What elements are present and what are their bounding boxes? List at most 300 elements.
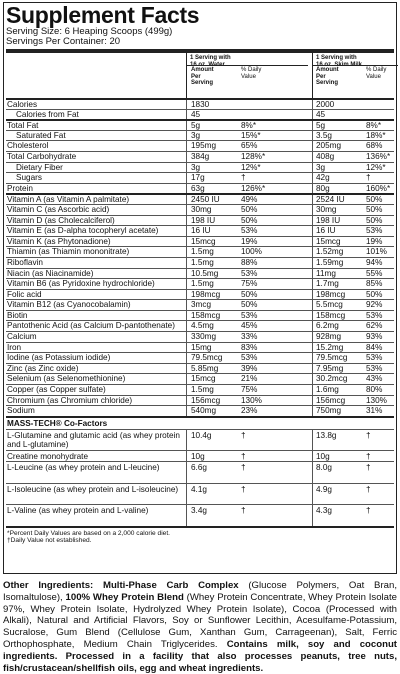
milk-amount: 11mg — [316, 268, 336, 278]
column-divider — [312, 451, 313, 461]
cofactor-row — [6, 504, 394, 526]
milk-daily-value: 50% — [366, 289, 383, 299]
milk-amount: 30.2mcg — [316, 374, 348, 384]
nutrient-name: Folic acid — [7, 289, 42, 299]
ingredients-lead: Other Ingredients: — [3, 580, 94, 591]
column-divider — [312, 216, 313, 226]
cofactor-name: Creatine monohydrate — [7, 452, 89, 462]
nutrient-row — [6, 352, 394, 363]
nutrient-name: Vitamin B12 (as Cyanocobalamin) — [7, 300, 131, 310]
milk-amount: 408g — [316, 151, 335, 161]
water-daily-value: 8%* — [241, 121, 257, 131]
milk-daily-value: 50% — [366, 215, 383, 225]
column-divider — [186, 364, 187, 374]
milk-daily-value: 31% — [366, 406, 383, 416]
nutrient-name: Iodine (as Potassium iodide) — [7, 353, 111, 363]
water-amount: 10g — [191, 452, 205, 462]
column-divider — [312, 374, 313, 384]
nutrient-row — [6, 236, 394, 247]
water-amount: 4.5mg — [191, 321, 214, 331]
column-divider — [186, 152, 187, 162]
water-daily-value: 53% — [241, 268, 258, 278]
nutrient-row — [6, 373, 394, 384]
allergen-statement: Contains milk, soy and coconut ingredients. Processed in a facility that also processes peanuts, tree nuts, fish/crustacean/shellfish oils, egg and wheat ingredients. — [3, 638, 398, 674]
milk-daily-value: 84% — [366, 342, 383, 352]
nutrient-row — [6, 172, 394, 183]
milk-amount: 1.52mg — [316, 247, 344, 257]
water-daily-value: 126%* — [241, 183, 266, 193]
water-daily-value: 53% — [241, 353, 258, 363]
column-divider — [312, 484, 313, 505]
column-divider — [186, 131, 187, 141]
milk-amount: 156mcg — [316, 395, 346, 405]
milk-daily-value: 50% — [366, 204, 383, 214]
milk-daily-value: † — [366, 430, 371, 440]
column-divider — [312, 121, 313, 130]
column-divider — [312, 300, 313, 310]
column-divider — [186, 311, 187, 321]
milk-daily-value: 68% — [366, 141, 383, 151]
nutrient-row — [6, 320, 394, 331]
column-divider — [186, 216, 187, 226]
milk-amount: 3.5g — [316, 130, 332, 140]
water-amount: 10.5mg — [191, 268, 219, 278]
water-daily-value: 33% — [241, 332, 258, 342]
milk-amount: 3g — [316, 162, 326, 172]
water-daily-value: † — [241, 173, 246, 183]
water-amount: 45 — [191, 109, 201, 119]
water-daily-value: 19% — [241, 236, 258, 246]
milk-daily-value: 53% — [366, 310, 383, 320]
column-divider — [312, 195, 313, 204]
cofactor-name: L-Valine (as whey protein and L-valine) — [7, 506, 149, 516]
milk-amount: 205mg — [316, 141, 342, 151]
column-divider — [186, 505, 187, 526]
nutrient-row — [6, 119, 394, 130]
column-divider — [186, 451, 187, 461]
water-daily-value: 75% — [241, 385, 258, 395]
nutrient-row — [6, 278, 394, 289]
blend-whey-text: (Whey Protein Concentrate, Whey Protein Isolate 97%, Whey Protein Isolate, Hydrolyzed Whey Protein Isolate), Cocoa (Processed with Alkali), Natural and Artificial Flavors, Soy or Sunflower Lecithin, Acesulfame-Potassium, Sucralose, Gum Blend (Cellulose Gum, Xanthan Gum, Carrageenan), Salt, Ferric Orthophosphate, Medium Chain Triglycerides. — [3, 591, 398, 650]
column-divider — [186, 237, 187, 247]
nutrient-name: Chromium (as Chromium chloride) — [7, 395, 133, 405]
column-divider — [312, 141, 313, 151]
supplement-facts-panel — [3, 2, 397, 574]
water-amount: 79.5mcg — [191, 353, 223, 363]
water-daily-value: 39% — [241, 363, 258, 373]
water-amount: 3g — [191, 162, 201, 172]
milk-amount: 750mg — [316, 406, 342, 416]
milk-daily-value: 53% — [366, 353, 383, 363]
column-divider — [312, 321, 313, 331]
column-divider — [312, 152, 313, 162]
servings-per-container: Servings Per Container: 20 — [6, 36, 121, 47]
column-divider — [312, 290, 313, 300]
water-daily-value: 65% — [241, 141, 258, 151]
milk-daily-value: 160%* — [366, 183, 391, 193]
water-daily-value: 53% — [241, 226, 258, 236]
column-divider — [186, 258, 187, 268]
milk-daily-value: 18%* — [366, 130, 386, 140]
column-divider — [186, 290, 187, 300]
amount-per-serving-label: Amount Per Serving — [316, 67, 339, 86]
nutrient-name: Pantothenic Acid (as Calcium D-pantothenate) — [7, 321, 175, 331]
milk-daily-value: † — [366, 173, 371, 183]
milk-amount: 2000 — [316, 100, 335, 109]
column-divider — [312, 396, 313, 406]
water-daily-value: 50% — [241, 215, 258, 225]
milk-daily-value: 43% — [366, 374, 383, 384]
water-daily-value: 45% — [241, 321, 258, 331]
nutrient-row — [6, 342, 394, 353]
water-daily-value: 50% — [241, 204, 258, 214]
nutrient-name: Saturated Fat — [16, 130, 66, 140]
milk-amount: 6.2mg — [316, 321, 339, 331]
nutrient-row — [6, 363, 394, 374]
milk-daily-value: † — [366, 463, 371, 473]
milk-daily-value: 136%* — [366, 151, 391, 161]
nutrient-name: Riboflavin — [7, 257, 43, 267]
column-divider — [312, 100, 313, 109]
nutrient-name: Zinc (as Zinc oxide) — [7, 363, 79, 373]
water-daily-value: † — [241, 452, 246, 462]
column-divider — [186, 462, 187, 483]
water-amount: 15mg — [191, 342, 212, 352]
column-divider — [312, 462, 313, 483]
water-amount: 2450 IU — [191, 195, 220, 205]
water-amount: 1830 — [191, 100, 210, 109]
footnote-daily-value: *Percent Daily Values are based on a 2,000 calorie diet. — [7, 529, 170, 537]
water-amount: 4.1g — [191, 484, 207, 494]
nutrient-name: Calcium — [7, 332, 37, 342]
nutrient-name: Vitamin E (as D-alpha tocopheryl acetate) — [7, 226, 159, 236]
footnotes — [6, 526, 394, 546]
nutrient-name: Biotin — [7, 310, 28, 320]
nutrient-row — [6, 384, 394, 395]
water-daily-value: 15%* — [241, 130, 261, 140]
water-column-heading: 1 Serving with — [190, 55, 231, 61]
blend-whey-name: 100% Whey Protein Blend — [65, 591, 184, 603]
milk-amount: 4.3g — [316, 506, 332, 516]
column-divider — [186, 396, 187, 406]
water-daily-value: 83% — [241, 342, 258, 352]
water-amount: 15mcg — [191, 374, 216, 384]
water-amount: 3mcg — [191, 300, 212, 310]
water-amount: 158mcg — [191, 310, 221, 320]
milk-amount: 10g — [316, 452, 330, 462]
milk-amount: 7.95mg — [316, 363, 344, 373]
milk-amount: 16 IU — [316, 226, 336, 236]
cofactor-rows — [6, 429, 394, 526]
water-daily-value: 50% — [241, 300, 258, 310]
nutrient-name: Vitamin A (as Vitamin A palmitate) — [7, 195, 130, 205]
water-daily-value: 21% — [241, 374, 258, 384]
milk-daily-value: 50% — [366, 195, 383, 205]
column-divider — [312, 430, 313, 451]
header-rule — [186, 65, 308, 66]
column-divider — [312, 505, 313, 526]
column-divider — [186, 53, 187, 98]
nutrient-name: Sugars — [16, 173, 42, 183]
water-daily-value: 100% — [241, 247, 262, 257]
nutrient-name: Selenium (as Selenomethionine) — [7, 374, 126, 384]
column-divider — [312, 332, 313, 342]
column-divider — [186, 141, 187, 151]
water-daily-value: 128%* — [241, 151, 266, 161]
nutrient-row — [6, 193, 394, 204]
column-divider — [186, 195, 187, 204]
nutrient-row — [6, 98, 394, 109]
column-divider — [186, 100, 187, 109]
water-amount: 1.5mg — [191, 257, 214, 267]
milk-daily-value: 94% — [366, 257, 383, 267]
nutrient-row — [6, 183, 394, 194]
cofactor-row — [6, 483, 394, 505]
cofactor-name: L-Leucine (as whey protein and L-leucine) — [7, 463, 160, 473]
blend-carb-text: (Glucose Polymers, Oat Bran, Isomaltulose), — [3, 580, 397, 603]
column-divider — [312, 279, 313, 289]
water-amount: 10.4g — [191, 430, 212, 440]
milk-daily-value: † — [366, 452, 371, 462]
water-daily-value: † — [241, 463, 246, 473]
milk-daily-value: 101% — [366, 247, 387, 257]
nutrient-row — [6, 215, 394, 226]
milk-amount: 1.7mg — [316, 279, 339, 289]
milk-amount: 928mg — [316, 332, 342, 342]
water-amount: 198mcg — [191, 289, 221, 299]
nutrient-name: Thiamin (as Thiamin mononitrate) — [7, 247, 130, 257]
water-amount: 384g — [191, 151, 210, 161]
column-divider — [312, 258, 313, 268]
column-divider — [186, 184, 187, 194]
water-daily-value: † — [241, 484, 246, 494]
column-divider — [312, 343, 313, 353]
nutrient-name: Niacin (as Niacinamide) — [7, 268, 94, 278]
water-amount: 195mg — [191, 141, 217, 151]
column-divider — [186, 374, 187, 384]
column-divider — [186, 343, 187, 353]
column-divider — [312, 163, 313, 173]
milk-amount: 13.8g — [316, 430, 337, 440]
column-divider — [186, 406, 187, 416]
milk-daily-value: 53% — [366, 363, 383, 373]
nutrient-rows — [6, 98, 394, 416]
milk-amount: 4.9g — [316, 484, 332, 494]
column-divider — [312, 406, 313, 416]
column-divider — [186, 173, 187, 183]
nutrient-name: Dietary Fiber — [16, 162, 63, 172]
nutrient-row — [6, 140, 394, 151]
water-daily-value: 23% — [241, 406, 258, 416]
nutrient-name: Iron — [7, 342, 22, 352]
column-divider — [312, 226, 313, 236]
column-divider — [312, 311, 313, 321]
column-divider — [186, 226, 187, 236]
daily-value-label: % Daily Value — [241, 67, 262, 80]
column-divider — [312, 237, 313, 247]
nutrient-name: Calories from Fat — [16, 109, 79, 119]
milk-daily-value: 80% — [366, 385, 383, 395]
nutrient-row — [6, 395, 394, 406]
nutrient-row — [6, 310, 394, 321]
panel-title: Supplement Facts — [6, 2, 200, 28]
water-amount: 540mg — [191, 406, 217, 416]
water-amount: 63g — [191, 183, 205, 193]
milk-amount: 79.5mcg — [316, 353, 348, 363]
ingredients-text — [3, 580, 397, 674]
column-divider — [312, 184, 313, 194]
nutrient-name: Total Fat — [7, 121, 39, 131]
nutrient-row — [6, 109, 394, 120]
column-divider — [312, 385, 313, 395]
column-divider — [312, 269, 313, 279]
column-divider — [312, 131, 313, 141]
milk-amount: 5g — [316, 121, 326, 131]
milk-daily-value: 85% — [366, 279, 383, 289]
milk-daily-value: 55% — [366, 268, 383, 278]
nutrient-row — [6, 405, 394, 416]
water-amount: 5.85mg — [191, 363, 219, 373]
column-divider — [186, 163, 187, 173]
water-amount: 1.5mg — [191, 247, 214, 257]
nutrient-name: Vitamin K (as Phytonadione) — [7, 236, 111, 246]
serving-size: Serving Size: 6 Heaping Scoops (499g) — [6, 26, 173, 37]
column-divider — [186, 110, 187, 120]
column-divider — [186, 269, 187, 279]
milk-daily-value: 93% — [366, 332, 383, 342]
daily-value-label: % Daily Value — [366, 67, 387, 80]
nutrient-row — [6, 246, 394, 257]
milk-daily-value: 19% — [366, 236, 383, 246]
blend-carb-name: Multi-Phase Carb Complex — [102, 580, 239, 591]
water-amount: 15mcg — [191, 236, 216, 246]
milk-daily-value: † — [366, 506, 371, 516]
nutrient-name: Cholesterol — [7, 141, 49, 151]
milk-amount: 2524 IU — [316, 195, 345, 205]
nutrient-name: Sodium — [7, 406, 35, 416]
milk-amount: 158mcg — [316, 310, 346, 320]
nutrient-row — [6, 268, 394, 279]
milk-amount: 15mcg — [316, 236, 341, 246]
nutrient-row — [6, 225, 394, 236]
nutrient-row — [6, 331, 394, 342]
water-daily-value: † — [241, 430, 246, 440]
nutrient-row — [6, 299, 394, 310]
header-rule — [312, 65, 398, 66]
column-divider — [186, 300, 187, 310]
water-amount: 330mg — [191, 332, 217, 342]
column-divider — [186, 247, 187, 257]
column-divider — [312, 173, 313, 183]
footnote-not-established: †Daily Value not established. — [7, 536, 92, 544]
milk-amount: 1.59mg — [316, 257, 344, 267]
column-divider — [186, 279, 187, 289]
milk-amount: 42g — [316, 173, 330, 183]
milk-daily-value: † — [366, 484, 371, 494]
column-divider — [312, 353, 313, 363]
column-divider — [186, 484, 187, 505]
water-daily-value: 88% — [241, 257, 258, 267]
cofactor-name: L-Glutamine and glutamic acid (as whey protein and L-glutamine) — [7, 430, 180, 450]
water-amount: 198 IU — [191, 215, 216, 225]
column-divider — [312, 205, 313, 215]
column-divider — [186, 205, 187, 215]
water-daily-value: 49% — [241, 195, 258, 205]
milk-amount: 1.6mg — [316, 385, 339, 395]
water-amount: 16 IU — [191, 226, 211, 236]
mass-tech-heading: MASS-TECH® Co-Factors — [6, 416, 394, 429]
water-daily-value: 75% — [241, 279, 258, 289]
water-amount: 1.5mg — [191, 385, 214, 395]
milk-amount: 80g — [316, 183, 330, 193]
water-amount: 6.6g — [191, 463, 207, 473]
milk-daily-value: 62% — [366, 321, 383, 331]
column-divider — [186, 321, 187, 331]
nutrient-row — [6, 162, 394, 173]
column-divider — [186, 121, 187, 130]
water-amount: 1.5mg — [191, 279, 214, 289]
water-daily-value: 12%* — [241, 162, 261, 172]
cofactor-row — [6, 450, 394, 461]
nutrient-row — [6, 130, 394, 141]
milk-amount: 45 — [316, 109, 326, 119]
nutrient-name: Vitamin B6 (as Pyridoxine hydrochloride) — [7, 279, 155, 289]
nutrient-name: Copper (as Copper sulfate) — [7, 385, 106, 395]
cofactor-row — [6, 429, 394, 451]
water-daily-value: 53% — [241, 310, 258, 320]
nutrient-name: Total Carbohydrate — [7, 151, 77, 161]
water-amount: 5g — [191, 121, 201, 131]
column-header — [6, 53, 394, 98]
column-divider — [186, 430, 187, 451]
cofactor-name: L-Isoleucine (as whey protein and L-isoleucine) — [7, 484, 179, 494]
water-amount: 3g — [191, 130, 201, 140]
water-daily-value: 130% — [241, 395, 262, 405]
nutrient-name: Vitamin D (as Cholecalciferol) — [7, 215, 115, 225]
nutrient-name: Calories — [7, 100, 38, 109]
milk-amount: 198mcg — [316, 289, 346, 299]
nutrient-row — [6, 151, 394, 162]
milk-amount: 5.5mcg — [316, 300, 343, 310]
water-amount: 17g — [191, 173, 205, 183]
nutrient-name: Protein — [7, 183, 33, 193]
milk-daily-value: 53% — [366, 226, 383, 236]
column-divider — [312, 110, 313, 120]
milk-daily-value: 8%* — [366, 121, 382, 131]
water-daily-value: † — [241, 506, 246, 516]
column-divider — [312, 364, 313, 374]
milk-amount: 15.2mg — [316, 342, 344, 352]
milk-amount: 8.0g — [316, 463, 332, 473]
cofactor-row — [6, 461, 394, 483]
column-divider — [186, 385, 187, 395]
nutrient-name: Vitamin C (as Ascorbic acid) — [7, 204, 110, 214]
amount-per-serving-label: Amount Per Serving — [191, 67, 214, 86]
milk-amount: 30mg — [316, 204, 337, 214]
water-amount: 3.4g — [191, 506, 207, 516]
column-divider — [312, 247, 313, 257]
water-amount: 156mcg — [191, 395, 221, 405]
milk-column-heading: 1 Serving with — [316, 55, 357, 61]
milk-amount: 198 IU — [316, 215, 341, 225]
milk-daily-value: 12%* — [366, 162, 386, 172]
milk-daily-value: 92% — [366, 300, 383, 310]
water-daily-value: 50% — [241, 289, 258, 299]
column-divider — [186, 353, 187, 363]
nutrient-row — [6, 289, 394, 300]
column-divider — [186, 332, 187, 342]
nutrient-row — [6, 204, 394, 215]
